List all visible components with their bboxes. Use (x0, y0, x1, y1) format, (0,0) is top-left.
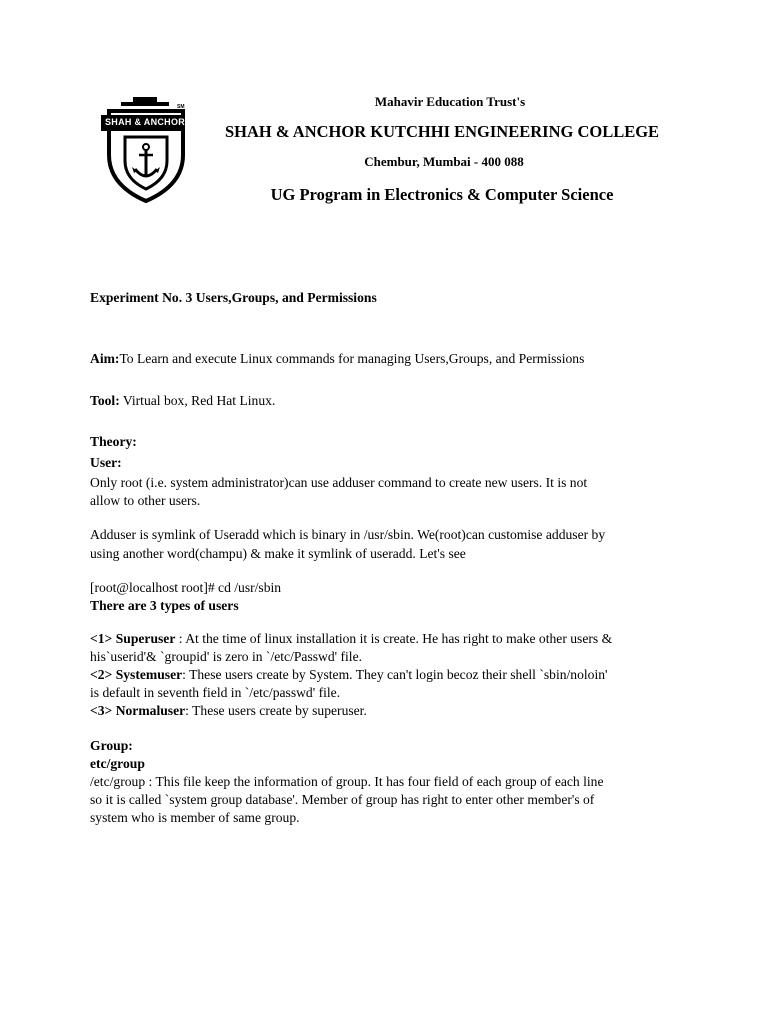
type-name: Systemuser (112, 667, 183, 682)
logo-text: SHAH & ANCHOR (105, 117, 186, 127)
college-name: SHAH & ANCHOR KUTCHHI ENGINEERING COLLEGE (224, 122, 660, 141)
logo-sm-mark: SM (177, 104, 185, 110)
user-type-superuser (90, 630, 612, 648)
theory-heading: Theory: (90, 434, 137, 449)
user-types-heading: There are 3 types of users (90, 598, 239, 613)
user-type-superuser-cont: his`userid'& `groupid' is zero in `/etc/Passwd' file. (90, 649, 362, 664)
tool-line (90, 392, 275, 410)
user-type-systemuser (90, 666, 607, 684)
user-heading: User: (90, 455, 122, 470)
tool-text: Virtual box, Red Hat Linux. (119, 393, 276, 408)
experiment-title: Experiment No. 3 Users,Groups, and Permissions (90, 290, 377, 305)
user-type-normaluser (90, 702, 367, 720)
type-description: : These users create by System. They can't login becoz their shell `sbin/noloin' (182, 667, 608, 682)
group-heading: Group: (90, 738, 133, 753)
type-number: <2> (90, 667, 113, 682)
program-title: UG Program in Electronics & Computer Science (270, 185, 614, 204)
aim-label: Aim: (90, 351, 120, 366)
user-type-systemuser-cont: is default in seventh field in `/etc/passwd' file. (90, 685, 341, 700)
college-location: Chembur, Mumbai - 400 088 (364, 154, 524, 169)
group-paragraph-line: /etc/group : This file keep the information of group. It has four field of each group of each line (90, 774, 604, 789)
type-number: <3> (90, 703, 113, 718)
aim-text: To Learn and execute Linux commands for managing Users,Groups, and Permissions (119, 351, 585, 366)
trust-name: Mahavir Education Trust's (374, 94, 526, 109)
adduser-paragraph-line: using another word(champu) & make it symlink of useradd. Let's see (90, 546, 466, 561)
adduser-paragraph-line: Adduser is symlink of Useradd which is binary in /usr/sbin. We(root)can customise adduser by (90, 527, 606, 542)
user-paragraph-line: allow to other users. (90, 493, 201, 508)
type-description: : These users create by superuser. (185, 703, 367, 718)
type-name: Superuser (112, 631, 176, 646)
type-number: <1> (90, 631, 113, 646)
group-paragraph-line: so it is called `system group database'. Member of group has right to enter other member's of (90, 792, 595, 807)
group-subheading: etc/group (90, 756, 145, 771)
tool-label: Tool: (90, 393, 120, 408)
aim-line (90, 350, 584, 368)
type-name: Normaluser (112, 703, 186, 718)
command-line: [root@localhost root]# cd /usr/sbin (90, 580, 282, 595)
user-paragraph-line: Only root (i.e. system administrator)can use adduser command to create new users. It is not (90, 475, 588, 490)
group-paragraph-line: system who is member of same group. (90, 810, 300, 825)
type-description: : At the time of linux installation it is create. He has right to make other users & (175, 631, 613, 646)
